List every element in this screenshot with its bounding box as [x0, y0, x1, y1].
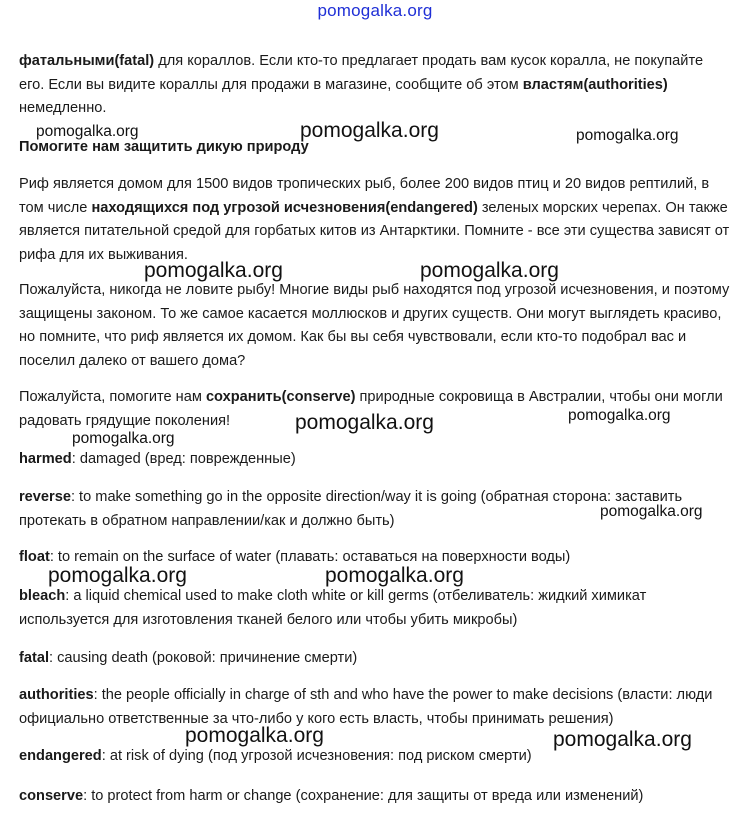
- bold-term: (fatal): [114, 53, 155, 69]
- glossary-term: endangered: [19, 748, 102, 764]
- glossary-definition: : to remain on the surface of water (плавать: оставаться на поверхности воды): [49, 549, 571, 565]
- glossary-definition: : a liquid chemical used to make cloth white or kill germs (отбеливатель: жидкий химикат используется для изготовления тканей белого или чтобы убить микробы): [19, 588, 647, 628]
- watermark: pomogalka.org: [36, 123, 139, 140]
- glossary-term: harmed: [19, 451, 72, 467]
- glossary-entry: [19, 448, 731, 472]
- text-run: немедленно.: [19, 100, 107, 117]
- text-run: природные сокровища в Австралии, чтобы они могли радовать грядущие поколения!: [19, 389, 723, 429]
- glossary-entry: [19, 647, 731, 671]
- glossary-term: float: [19, 549, 50, 565]
- glossary-term: authorities: [19, 687, 94, 703]
- watermark: pomogalka.org: [48, 564, 187, 587]
- glossary-term: fatal: [19, 650, 50, 666]
- section-heading: Помогите нам защитить дикую природу: [19, 139, 309, 155]
- glossary-entry: [19, 785, 731, 809]
- site-logo-header: pomogalka.org: [317, 1, 433, 20]
- fishing-paragraph: Пожалуйста, никогда не ловите рыбу! Многие виды рыб находятся под угрозой исчезновения, и поэтому защищены законом. То же самое касается моллюсков и других существ. Они могут выглядеть красиво, но помните, что риф является их домом. Как бы вы себя чувствовали, если кто-то подобрал вас и поселил далеко от вашего дома?: [19, 282, 730, 369]
- watermark: pomogalka.org: [295, 411, 434, 434]
- glossary-term: reverse: [19, 489, 71, 505]
- text-run: для кораллов. Если кто-то предлагает продать вам кусок коралла, не покупайте его. Если вы видите кораллы для продажи в магазине, сообщите об этом: [19, 53, 704, 93]
- bold-term: находящихся под угрозой исчезновения(endangered): [91, 199, 478, 216]
- glossary-term: conserve: [19, 788, 84, 804]
- glossary-entry: [19, 684, 731, 731]
- glossary-definition: : at risk of dying (под угрозой исчезновения: под риском смерти): [101, 748, 532, 764]
- bold-term: фатальными: [19, 53, 115, 69]
- text-run: Риф является домом для 1500 видов тропических рыб, более 200 видов птиц и 20 видов рептилий, в том числе: [19, 176, 710, 216]
- watermark: pomogalka.org: [576, 127, 679, 144]
- text-run: зеленых морских черепах. Он также является питательной средой для горбатых китов из Антарктики. Помните - все эти существа зависят от рифа для их выживания.: [19, 199, 730, 263]
- glossary-definition: : causing death (роковой: причинение смерти): [49, 650, 358, 666]
- watermark: pomogalka.org: [420, 259, 559, 282]
- watermark: pomogalka.org: [325, 564, 464, 587]
- glossary-definition: : damaged (вред: поврежденные): [71, 451, 296, 467]
- bold-term: властям(authorities): [522, 76, 668, 93]
- watermark: pomogalka.org: [72, 430, 175, 447]
- text-run: Пожалуйста, помогите нам: [19, 389, 206, 405]
- watermark: pomogalka.org: [300, 119, 439, 142]
- glossary-definition: : to make something go in the opposite direction/way it is going (обратная сторона: заставить протекать в обратном направлении/как и должно быть): [19, 489, 683, 529]
- watermark: pomogalka.org: [553, 728, 692, 751]
- watermark: pomogalka.org: [568, 407, 671, 424]
- watermark: pomogalka.org: [600, 503, 703, 520]
- glossary-definition: : to protect from harm or change (сохранение: для защиты от вреда или изменений): [83, 788, 644, 804]
- glossary-entry: [19, 585, 731, 632]
- glossary-definition: : the people officially in charge of sth and who have the power to make decisions (власти: люди официально ответственные за что-либо у кого есть власть, чтобы принимать решения): [19, 687, 713, 727]
- intro-paragraph: [19, 50, 731, 121]
- bold-term: сохранить(conserve): [205, 389, 356, 405]
- watermark: pomogalka.org: [185, 724, 324, 747]
- reef-paragraph: [19, 173, 731, 267]
- watermark: pomogalka.org: [144, 259, 283, 282]
- glossary-term: bleach: [19, 588, 66, 604]
